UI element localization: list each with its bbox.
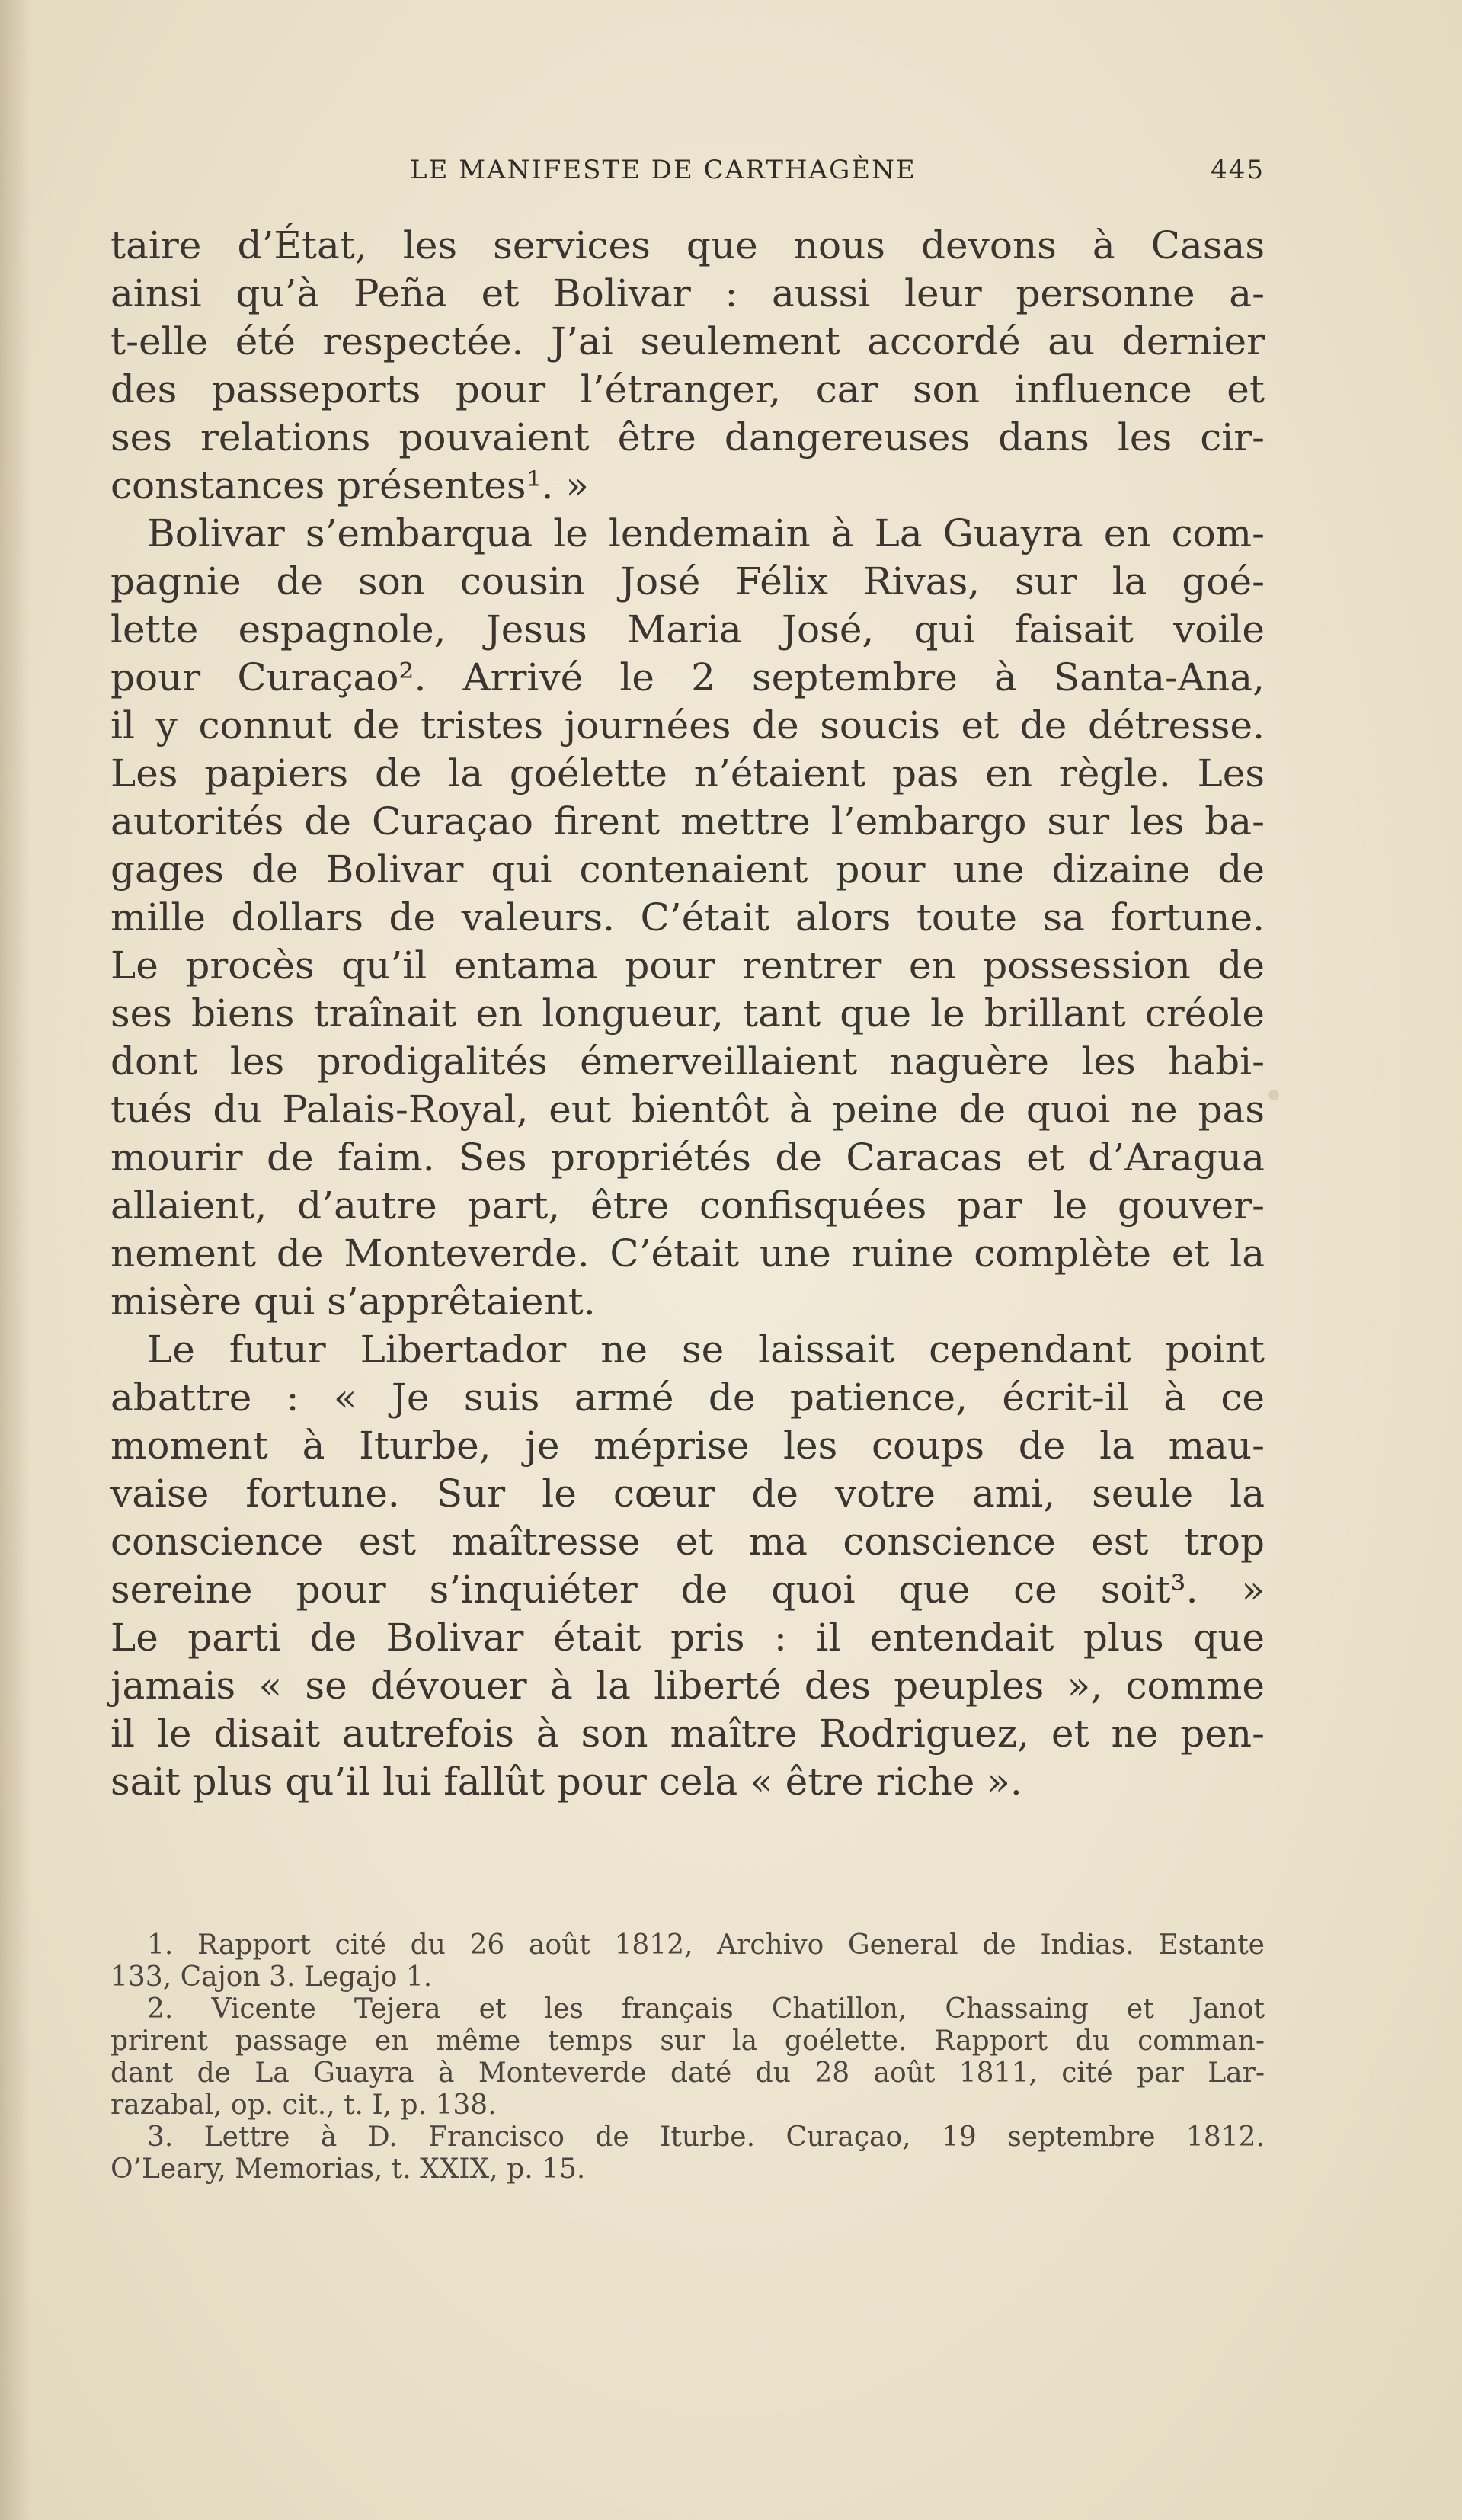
text-line: gages de Bolivar qui contenaient pour une dizaine de bbox=[110, 847, 1265, 892]
text-line: nement de Monteverde. C’était une ruine complète et la bbox=[110, 1231, 1265, 1276]
text-line: dont les prodigalités émerveillaient naguère les habi- bbox=[110, 1039, 1265, 1084]
text-line: ainsi qu’à Peña et Bolivar : aussi leur personne a- bbox=[110, 271, 1265, 315]
footnotes bbox=[110, 1929, 1265, 2185]
text-line: ses biens traînait en longueur, tant que le brillant créole bbox=[110, 991, 1265, 1036]
text-line: Bolivar s’embarqua le lendemain à La Guayra en com- bbox=[147, 511, 1265, 556]
text-line: Le procès qu’il entama pour rentrer en possession de bbox=[110, 943, 1265, 988]
text-line: tués du Palais-Royal, eut bientôt à peine de quoi ne pas bbox=[110, 1087, 1265, 1132]
footnote-line: razabal, op. cit., t. I, p. 138. bbox=[110, 2089, 497, 2121]
footnote-line: 133, Cajon 3. Legajo 1. bbox=[110, 1961, 433, 1993]
text-line: misère qui s’apprêtaient. bbox=[110, 1279, 596, 1324]
page-number: 445 bbox=[1211, 155, 1265, 185]
text-line: abattre : « Je suis armé de patience, écrit-il à ce bbox=[110, 1375, 1265, 1420]
text-line: t-elle été respectée. J’ai seulement accordé au dernier bbox=[110, 319, 1265, 363]
text-line: Le futur Libertador ne se laissait cependant point bbox=[147, 1327, 1265, 1372]
text-line: conscience est maîtresse et ma conscience est trop bbox=[110, 1519, 1265, 1564]
footnote-line: 3. Lettre à D. Francisco de Iturbe. Curaçao, 19 septembre 1812. bbox=[147, 2121, 1265, 2153]
text-line: taire d’État, les services que nous devons à Casas bbox=[110, 223, 1265, 267]
text-line: lette espagnole, Jesus Maria José, qui faisait voile bbox=[110, 607, 1265, 652]
main-text bbox=[110, 222, 1265, 1806]
page-gutter-shadow bbox=[0, 0, 30, 2520]
text-line: Les papiers de la goélette n’étaient pas en règle. Les bbox=[110, 751, 1265, 796]
running-header bbox=[110, 155, 1265, 193]
text-line: mille dollars de valeurs. C’était alors toute sa fortune. bbox=[110, 895, 1265, 940]
text-line: ses relations pouvaient être dangereuses dans les cir- bbox=[110, 415, 1265, 459]
text-line: il y connut de tristes journées de soucis et de détresse. bbox=[110, 703, 1265, 748]
text-line: sait plus qu’il lui fallût pour cela « être riche ». bbox=[110, 1760, 1022, 1804]
text-line: des passeports pour l’étranger, car son influence et bbox=[110, 367, 1265, 411]
text-line: Le parti de Bolivar était pris : il entendait plus que bbox=[110, 1615, 1265, 1660]
text-line: moment à Iturbe, je méprise les coups de la mau- bbox=[110, 1423, 1265, 1468]
footnote-line: 2. Vicente Tejera et les français Chatillon, Chassaing et Janot bbox=[147, 1993, 1265, 2025]
paper-mark bbox=[1268, 1090, 1279, 1100]
text-line: pour Curaçao². Arrivé le 2 septembre à Santa-Ana, bbox=[110, 655, 1265, 700]
footnote-line: prirent passage en même temps sur la goélette. Rapport du comman- bbox=[110, 2025, 1265, 2057]
text-line: vaise fortune. Sur le cœur de votre ami, seule la bbox=[110, 1471, 1265, 1516]
text-line: constances présentes¹. » bbox=[110, 463, 589, 508]
running-title: LE MANIFESTE DE CARTHAGÈNE bbox=[410, 155, 917, 185]
footnote-line: O’Leary, Memorias, t. XXIX, p. 15. bbox=[110, 2153, 586, 2185]
text-line: allaient, d’autre part, être confisquées par le gouver- bbox=[110, 1183, 1265, 1228]
footnote-line: 1. Rapport cité du 26 août 1812, Archivo General de Indias. Estante bbox=[147, 1929, 1265, 1961]
text-line: il le disait autrefois à son maître Rodriguez, et ne pen- bbox=[110, 1711, 1265, 1756]
text-line: jamais « se dévouer à la liberté des peuples », comme bbox=[110, 1663, 1265, 1708]
text-line: pagnie de son cousin José Félix Rivas, sur la goé- bbox=[110, 559, 1265, 604]
text-line: mourir de faim. Ses propriétés de Caracas et d’Aragua bbox=[110, 1135, 1265, 1180]
text-line: sereine pour s’inquiéter de quoi que ce soit³. » bbox=[110, 1567, 1265, 1612]
footnote-line: dant de La Guayra à Monteverde daté du 28 août 1811, cité par Lar- bbox=[110, 2057, 1265, 2089]
text-line: autorités de Curaçao firent mettre l’embargo sur les ba- bbox=[110, 799, 1265, 844]
